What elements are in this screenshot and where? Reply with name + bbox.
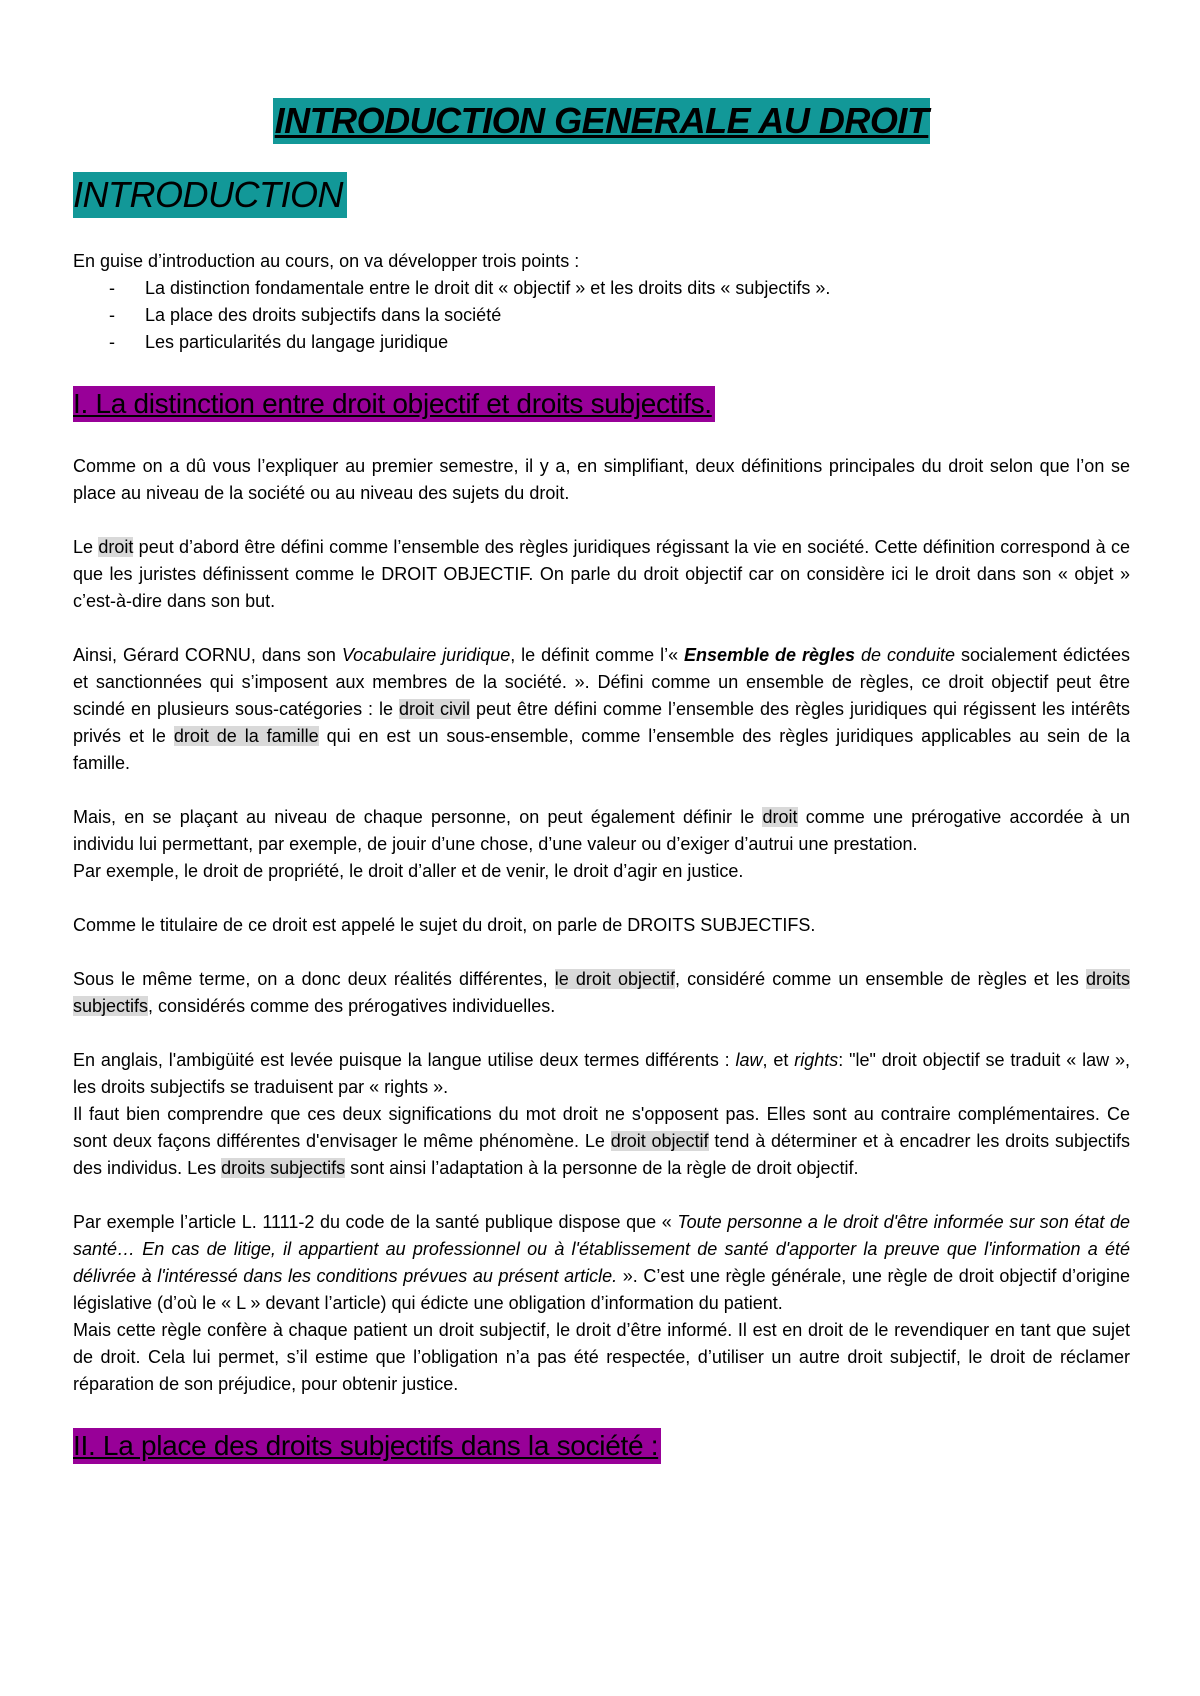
highlighted-term: droit	[98, 537, 134, 557]
text-run: Le	[73, 537, 99, 557]
section-1-heading: I. La distinction entre droit objectif et droits subjectifs.	[73, 386, 715, 422]
italic-term: law	[735, 1050, 763, 1070]
paragraph-3	[73, 642, 1130, 777]
text-run: qui en est un sous-ensemble, comme l’ensemble des règles juridiques applicables au sein de la famille.	[73, 726, 1130, 773]
section-2	[73, 1428, 1130, 1464]
text-run: , considérés comme des prérogatives individuelles.	[148, 996, 556, 1016]
text-run: , le définit comme l’«	[510, 645, 685, 665]
paragraph-8	[73, 1047, 1130, 1101]
list-dash: -	[109, 278, 115, 298]
text-run: Par exemple l’article L. 1111-2 du code de la santé publique dispose que «	[73, 1212, 678, 1232]
paragraph-5: Par exemple, le droit de propriété, le droit d’aller et de venir, le droit d’agir en justice.	[73, 861, 744, 881]
highlighted-term: droit de la famille	[173, 726, 319, 746]
text-run: ». C’est une règle générale, une règle de droit objectif d’origine législative (d’où le « L » devant l’article) qui édicte une obligation d’information du patient.	[73, 1266, 1130, 1313]
list-item	[73, 302, 1130, 329]
text-run: comme une prérogative accordée à un individu lui permettant, par exemple, de jouir d’une chose, d’une valeur ou d’exiger d’autrui une prestation.	[73, 807, 1130, 854]
introduction-lead: En guise d’introduction au cours, on va développer trois points :	[73, 251, 580, 271]
text-run: Sous le même terme, on a donc deux réalités différentes,	[73, 969, 555, 989]
section-2-heading: II. La place des droits subjectifs dans la société :	[73, 1428, 661, 1464]
paragraph-6: Comme le titulaire de ce droit est appelé le sujet du droit, on parle de DROITS SUBJECTIFS.	[73, 915, 816, 935]
text-run: peut d’abord être défini comme l’ensemble des règles juridiques régissant la vie en société. Cette définition correspond à ce que les juristes définissent comme le DROIT OBJECTIF. On parle du droit objectif car on considère ici le droit dans son « objet » c’est-à-dire dans son but.	[73, 537, 1130, 611]
paragraph-7	[73, 966, 1130, 1020]
section-1	[73, 386, 1130, 1398]
text-run: , considéré comme un ensemble de règles et les	[675, 969, 1086, 989]
paragraph-9	[73, 1101, 1130, 1182]
paragraph-1: Comme on a dû vous l’expliquer au premier semestre, il y a, en simplifiant, deux définitions principales du droit selon que l’on se place au niveau de la société ou au niveau des sujets du droit.	[73, 456, 1130, 503]
highlighted-term: le droit objectif	[554, 969, 676, 989]
highlighted-term: droits subjectifs	[73, 969, 1131, 1016]
document-title: INTRODUCTION GENERALE AU DROIT	[273, 98, 931, 144]
list-dash: -	[109, 332, 115, 352]
introduction-points-list	[73, 275, 1130, 356]
paragraph-2	[73, 534, 1130, 615]
text-run: socialement édictées et sanctionnées qui s’imposent aux membres de la société. ». Défini comme un ensemble de règles, ce droit objectif peut être scindé en plusieurs sous-catégories : le	[73, 645, 1131, 719]
list-dash: -	[109, 305, 115, 325]
italic-quote: Toute personne a le droit d'être informée sur son état de santé… En cas de litige, il appartient au professionnel ou à l'établissement de santé d'apporter la preuve que l'information a été délivrée à l'intéressé dans les conditions prévues au présent article.	[73, 1212, 1131, 1286]
text-run: : "le" droit objectif se traduit « law », les droits subjectifs se traduisent par « rights ».	[73, 1050, 1130, 1097]
highlighted-term: droit objectif	[610, 1131, 709, 1151]
text-run: En anglais, l'ambigüité est levée puisque la langue utilise deux termes différents :	[73, 1050, 736, 1070]
text-run: tend à déterminer et à encadrer les droits subjectifs des individus. Les	[73, 1131, 1130, 1178]
text-run: Mais, en se plaçant au niveau de chaque personne, on peut également définir le	[73, 807, 763, 827]
highlighted-term: droit civil	[399, 699, 471, 719]
paragraph-4	[73, 804, 1130, 858]
introduction-heading: INTRODUCTION	[73, 172, 347, 218]
italic-text: de conduite	[855, 645, 956, 665]
text-run: peut être défini comme l’ensemble des règles juridiques qui régissent les intérêts privés et le	[73, 699, 1131, 746]
text-run: sont ainsi l’adaptation à la personne de la règle de droit objectif.	[345, 1158, 859, 1178]
italic-title: Vocabulaire juridique	[341, 645, 511, 665]
list-item	[73, 275, 1130, 302]
text-run: Ainsi, Gérard CORNU, dans son	[73, 645, 342, 665]
italic-term: rights	[794, 1050, 839, 1070]
list-item	[73, 329, 1130, 356]
highlighted-term: droits subjectifs	[221, 1158, 346, 1178]
introduction-section	[73, 172, 1130, 356]
bold-italic-text: Ensemble de règles	[684, 645, 856, 665]
list-item-text: Les particularités du langage juridique	[145, 332, 449, 352]
list-item-text: La place des droits subjectifs dans la société	[145, 305, 502, 325]
text-run: , et	[762, 1050, 795, 1070]
list-item-text: La distinction fondamentale entre le droit dit « objectif » et les droits dits « subjectifs ».	[145, 278, 831, 298]
highlighted-term: droit	[762, 807, 798, 827]
title-wrapper	[73, 98, 1130, 144]
text-run: Il faut bien comprendre que ces deux significations du mot droit ne s'opposent pas. Elles sont au contraire complémentaires. Ce sont deux façons différentes d'envisager le même phénomène. Le	[73, 1104, 1130, 1151]
paragraph-11: Mais cette règle confère à chaque patient un droit subjectif, le droit d’être informé. Il est en droit de le revendiquer en tant que sujet de droit. Cela lui permet, s’il estime que l’obligation n’a pas été respectée, d’utiliser un autre droit subjectif, le droit de réclamer réparation de son préjudice, pour obtenir justice.	[73, 1320, 1130, 1394]
paragraph-10	[73, 1209, 1130, 1317]
